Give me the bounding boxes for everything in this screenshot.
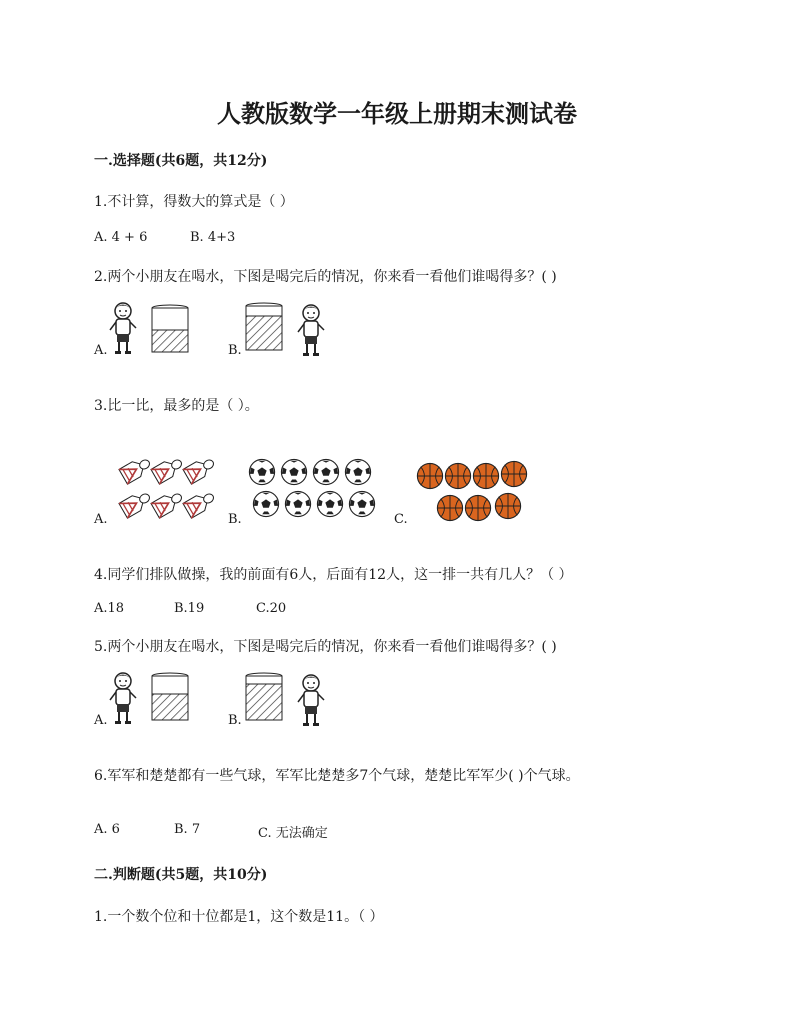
judgment-question-1: 1.一个数个位和十位都是1，这个数是11。（ ） xyxy=(94,909,384,925)
q3-shuttlecocks-group xyxy=(118,456,218,522)
soccer-ball-icon xyxy=(281,459,306,484)
basketball-icon xyxy=(465,495,490,520)
q6-option-b: B. 7 xyxy=(174,822,201,837)
q2-boy-b-illustration xyxy=(296,302,326,358)
q5-cup-a-illustration xyxy=(150,672,190,722)
question-6: 6.军军和楚楚都有一些气球，军军比楚楚多7个气球，楚楚比军军少( )个气球。 xyxy=(94,768,580,784)
question-3: 3.比一比，最多的是（ ）。 xyxy=(94,398,259,414)
soccer-ball-icon xyxy=(349,491,374,516)
q3-label-b: B. xyxy=(228,512,242,527)
q6-option-c: C. 无法确定 xyxy=(258,826,328,841)
basketball-icon xyxy=(501,461,526,486)
q4-option-b: B.19 xyxy=(174,601,205,616)
soccer-ball-icon xyxy=(345,459,370,484)
q1-option-b: B. 4+3 xyxy=(190,230,236,245)
q5-label-a: A. xyxy=(94,713,108,728)
q6-option-a: A. 6 xyxy=(94,822,120,837)
q3-label-a: A. xyxy=(94,512,108,527)
q4-option-c: C.20 xyxy=(256,601,287,616)
q1-option-a: A. 4 + 6 xyxy=(94,230,148,245)
q2-cup-a-illustration xyxy=(150,304,190,354)
soccer-ball-icon xyxy=(285,491,310,516)
shuttlecock-icon xyxy=(119,489,153,519)
question-4: 4.同学们排队做操，我的前面有6人，后面有12人，这一排一共有几人？（ ） xyxy=(94,567,573,583)
q2-boy-a-illustration xyxy=(108,300,138,356)
q5-label-b: B. xyxy=(228,713,242,728)
q4-option-a: A.18 xyxy=(94,601,125,616)
page-title: 人教版数学一年级上册期末测试卷 xyxy=(217,99,577,128)
q3-label-c: C. xyxy=(394,512,408,527)
soccer-ball-icon xyxy=(317,491,342,516)
q5-cup-b-illustration xyxy=(244,672,284,722)
q5-boy-a-illustration xyxy=(108,670,138,726)
section-heading-choice: 一.选择题(共6题，共12分) xyxy=(94,153,268,169)
question-5: 5.两个小朋友在喝水，下图是喝完后的情况，你来看一看他们谁喝得多？( ) xyxy=(94,639,557,655)
q5-boy-b-illustration xyxy=(296,672,326,728)
question-2: 2.两个小朋友在喝水，下图是喝完后的情况，你来看一看他们谁喝得多？( ) xyxy=(94,269,557,285)
shuttlecock-icon xyxy=(183,489,217,519)
shuttlecock-icon xyxy=(119,455,153,485)
q2-label-b: B. xyxy=(228,343,242,358)
basketball-icon xyxy=(417,463,442,488)
section-heading-judgment: 二.判断题(共5题，共10分) xyxy=(94,867,268,883)
q3-soccer-balls-group xyxy=(246,458,378,520)
basketball-icon xyxy=(437,495,462,520)
soccer-ball-icon xyxy=(313,459,338,484)
shuttlecock-icon xyxy=(151,455,185,485)
q2-cup-b-illustration xyxy=(244,302,284,352)
q3-basketballs-group xyxy=(414,460,532,524)
soccer-ball-icon xyxy=(253,491,278,516)
basketball-icon xyxy=(473,463,498,488)
basketball-icon xyxy=(445,463,470,488)
question-1: 1.不计算，得数大的算式是（ ） xyxy=(94,194,294,210)
soccer-ball-icon xyxy=(249,459,274,484)
shuttlecock-icon xyxy=(151,489,185,519)
q2-label-a: A. xyxy=(94,343,108,358)
basketball-icon xyxy=(495,493,520,518)
shuttlecock-icon xyxy=(183,455,217,485)
